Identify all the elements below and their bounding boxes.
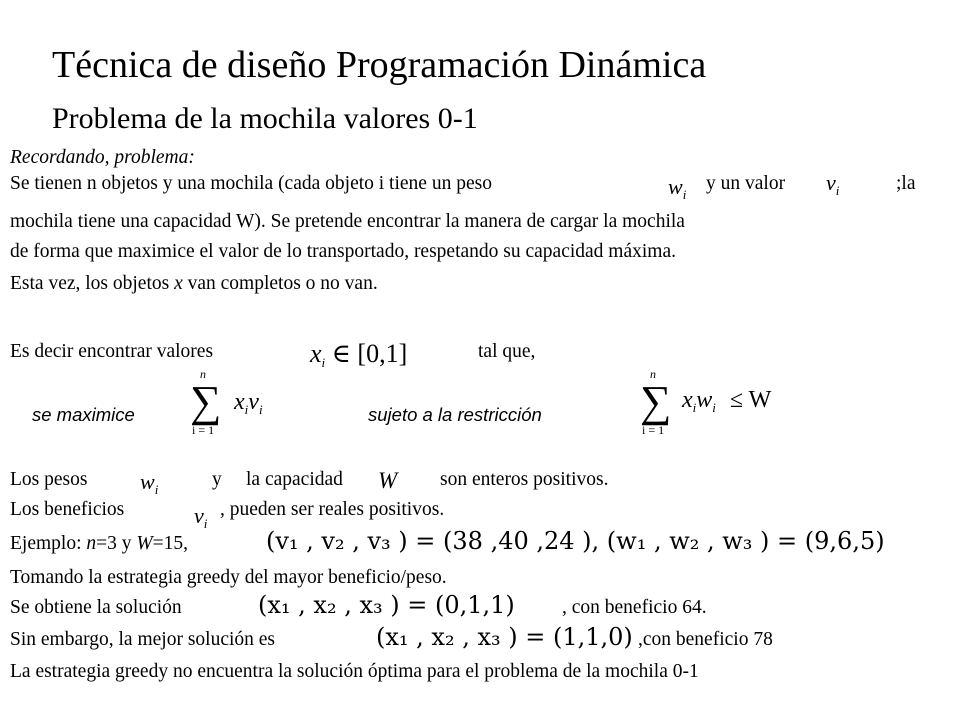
capacity-symbol: W xyxy=(378,468,398,493)
find-values-suffix: tal que, xyxy=(478,341,536,362)
x-in-interval: $x_i$ ∈ [0,1] xyxy=(310,339,408,370)
weights-capacity-label: la capacidad xyxy=(246,469,343,490)
problem-line-4: Esta vez, los objetos x van completos o no van. xyxy=(10,273,378,294)
problem-line-1-text-b: y un valor xyxy=(706,173,786,194)
solution-benefit: , con beneficio 64. xyxy=(562,597,707,618)
weights-line: Los pesos xyxy=(10,469,88,490)
weights-and: y xyxy=(212,469,222,490)
example-values-weights: (v₁ , v₂ , v₃ ) = (38 ,40 ,24 ), (w₁ , w₂ , w₃ ) = (9,6,5) xyxy=(266,527,885,555)
find-values-label: Es decir encontrar valores xyxy=(10,341,214,362)
sum-2-sign: ∑ xyxy=(640,377,672,426)
sum-2-upper: n xyxy=(650,367,656,381)
example-label: Ejemplo: n=3 y W=15, xyxy=(10,533,188,554)
sum-2-term: $x_iw_i \le W$ xyxy=(682,387,772,415)
sum-1-sign: ∑ xyxy=(190,377,222,426)
recall-label: Recordando, problema: xyxy=(10,147,195,168)
greedy-solution: (x₁ , x₂ , x₃ ) = (0,1,1) xyxy=(258,591,515,619)
weights-suffix: son enteros positivos. xyxy=(440,469,609,490)
maximize-label: se maximice xyxy=(32,404,135,425)
page-title: Técnica de diseño Programación Dinámica xyxy=(52,44,707,86)
problem-line-2: mochila tiene una capacidad W). Se pretende encontrar la manera de cargar la mochila xyxy=(10,211,685,232)
value-symbol-2: $v_i$ xyxy=(194,503,208,531)
benefits-label: Los beneficios xyxy=(10,499,125,520)
problem-line-1-text-c: ;la xyxy=(896,173,916,194)
sum-1-term: $x_iv_i$ xyxy=(234,389,263,417)
value-symbol: $v_i$ xyxy=(826,170,840,198)
sum-1-lower: i = 1 xyxy=(192,423,215,437)
sum-1-upper: n xyxy=(200,367,206,381)
problem-line-1 xyxy=(10,172,492,196)
best-solution: (x₁ , x₂ , x₃ ) = (1,1,0) xyxy=(376,623,633,651)
problem-line-3: de forma que maximice el valor de lo transportado, respetando su capacidad máxima. xyxy=(10,241,676,262)
page-subtitle: Problema de la mochila valores 0-1 xyxy=(52,102,478,135)
benefits-suffix: , pueden ser reales positivos. xyxy=(220,499,445,520)
weight-symbol-2: $w_i$ xyxy=(140,469,159,497)
best-solution-benefit: ,con beneficio 78 xyxy=(638,629,773,650)
sum-2-lower: i = 1 xyxy=(642,423,665,437)
best-solution-label: Sin embargo, la mejor solución es xyxy=(10,629,276,650)
conclusion-line: La estrategia greedy no encuentra la solución óptima para el problema de la mochila 0-1 xyxy=(10,661,699,682)
problem-line-1-text-a: Se tienen n objetos y una mochila (cada objeto i tiene un peso xyxy=(10,173,492,194)
weight-symbol: $w_i$ xyxy=(668,174,687,202)
subject-to-label: sujeto a la restricción xyxy=(368,404,542,425)
solution-label: Se obtiene la solución xyxy=(10,597,182,618)
greedy-strategy-line: Tomando la estrategia greedy del mayor beneficio/peso. xyxy=(10,567,447,588)
